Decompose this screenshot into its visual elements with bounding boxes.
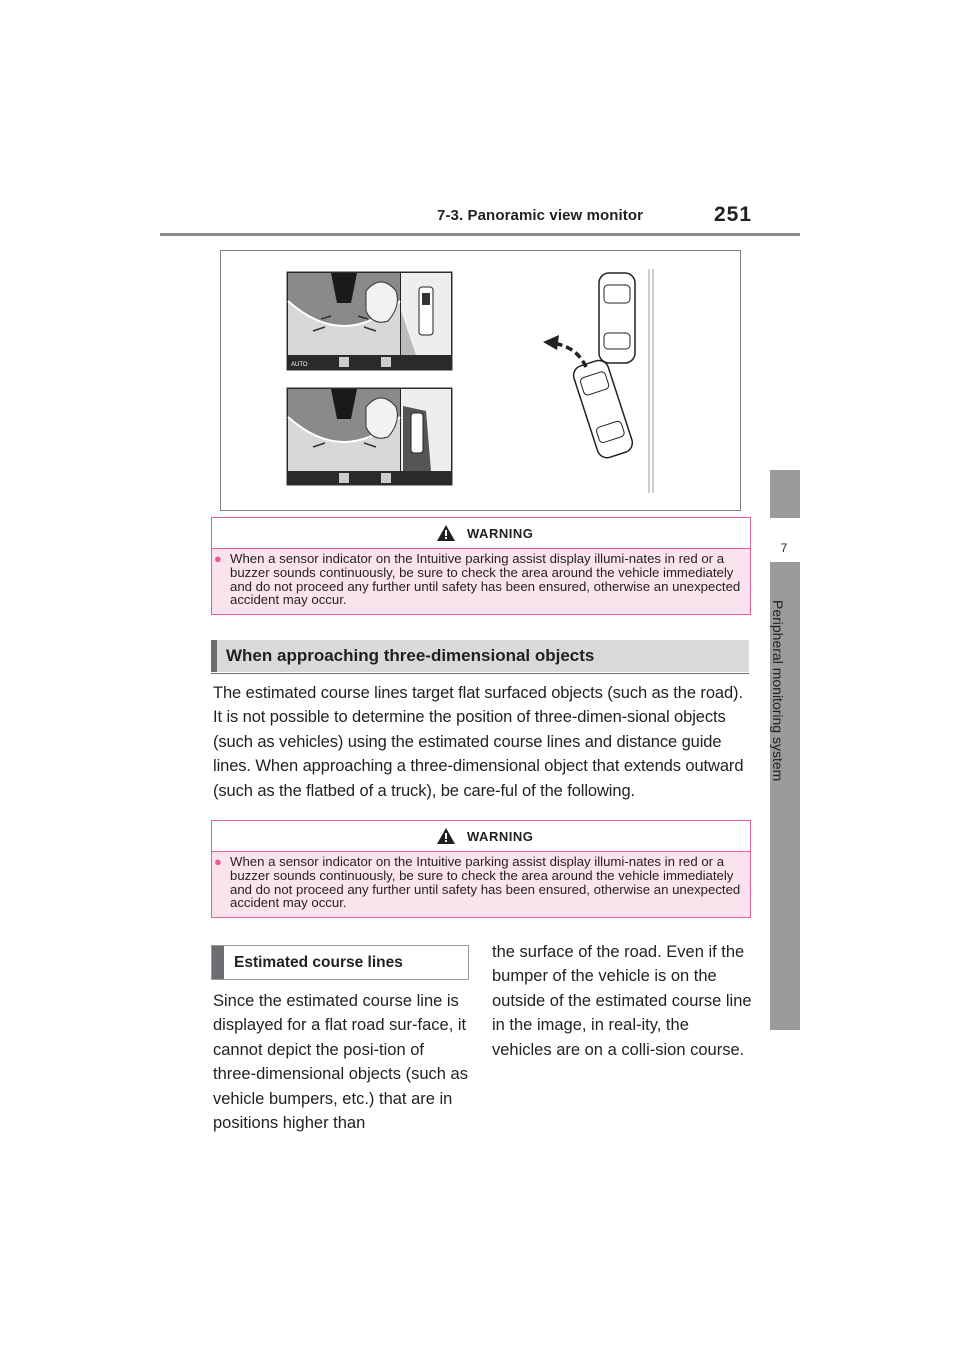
warning-text-2: When a sensor indicator on the Intuitive parking assist display illumi-nates in red or a buzzer sounds continuously, be sure to check the area around the vehicle immediately and do not proceed any further until safety has been ensured, otherwise an unexpected accident may occur.: [230, 854, 741, 911]
monitor-screen-top: [287, 272, 452, 370]
warning-header-2: [212, 821, 750, 852]
chapter-label-text: Peripheral monitoring system: [770, 600, 786, 782]
monitor-screen-bottom: [287, 388, 452, 485]
subsection-heading: Estimated course lines: [234, 954, 403, 971]
bullet-icon: ●: [214, 551, 222, 566]
bullet-icon: ●: [214, 854, 222, 869]
monitor-illustration: [221, 251, 740, 510]
body-paragraph: The estimated course lines target flat surfaced objects (such as the road). It is not possible to determine the position of three-dimen-sional objects (such as vehicles) using the estimated course lines and distance guide lines. When approaching a three-dimensional object that extends outward (such as the flatbed of a truck), be care-ful of the following.: [213, 684, 744, 800]
section-heading: When approaching three-dimensional objects: [226, 646, 595, 665]
warning-box-1: [211, 517, 751, 615]
section-rule: [211, 673, 749, 674]
column-left-text: Since the estimated course line is displayed for a flat road sur-face, it cannot depict the posi-tion of three-dimensional objects (such as vehicle bumpers, etc.) that are in positions higher than: [213, 992, 468, 1133]
chapter-label: [771, 600, 801, 900]
section-title: 7-3. Panoramic view monitor: [437, 207, 644, 224]
auto-label: AUTO: [291, 362, 308, 368]
section-header-bar: [211, 640, 217, 672]
chapter-number-box: [770, 518, 800, 562]
warning-box-2: [211, 820, 751, 918]
warning-triangle-icon: [436, 827, 456, 845]
warning-header-1: [212, 518, 750, 549]
warning-heading-1: WARNING: [467, 526, 534, 541]
subsection-header: [211, 945, 469, 980]
header-rule: [160, 233, 800, 236]
warning-body-1: [212, 549, 750, 614]
parking-diagram: [543, 269, 653, 493]
subsection-header-bar: [212, 946, 224, 979]
warning-body-2: [212, 852, 750, 917]
warning-text-1: When a sensor indicator on the Intuitive parking assist display illumi-nates in red or a buzzer sounds continuously, be sure to check the area around the vehicle immediately and do not proceed any further until safety has been ensured, otherwise an unexpected accident may occur.: [230, 551, 741, 608]
chapter-number: 7: [780, 541, 788, 555]
column-right-text: the surface of the road. Even if the bumper of the vehicle is on the outside of the estimated course line in the image, in real-ity, the vehicles are on a colli-sion course.: [492, 943, 752, 1059]
warning-triangle-icon: [436, 524, 456, 542]
page-number: 251: [714, 203, 753, 226]
illustration-figure: [220, 250, 741, 511]
section-header: [211, 640, 749, 672]
warning-heading-2: WARNING: [467, 829, 534, 844]
